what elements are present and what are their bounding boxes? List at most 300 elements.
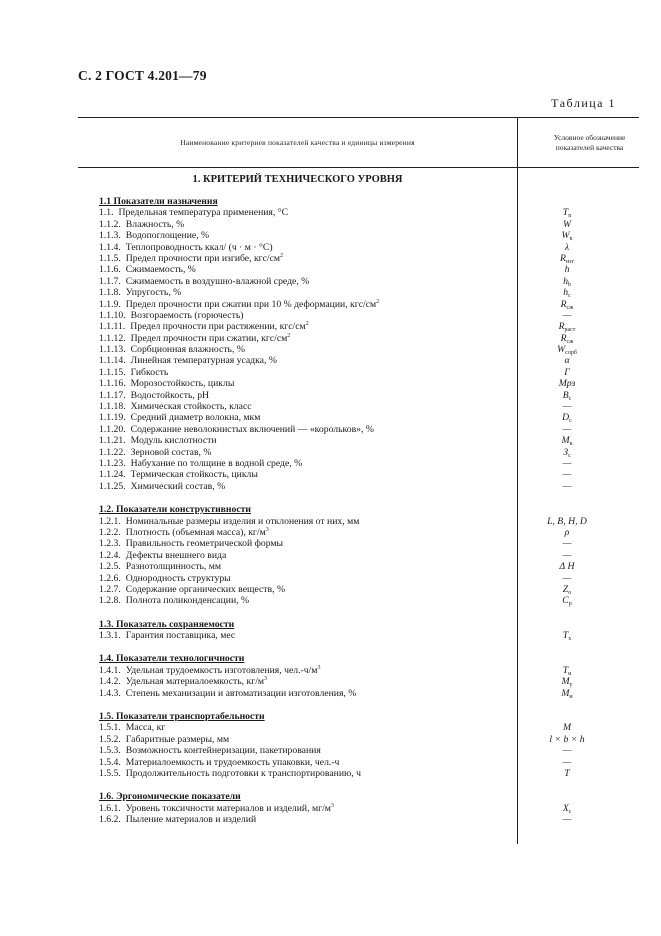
indicator-cell [99,584,517,595]
indicator-cell [99,573,517,584]
table-row [99,367,661,378]
symbol-main: R [560,332,567,344]
indicator-name: Химический состав, % [130,480,226,492]
symbol-subscript: и [569,693,573,700]
indicator-number: 1.5.5. [99,767,121,779]
indicator-cell [99,814,517,825]
indicator-name: Уровень токсичности материалов и изделий, мг/м [125,802,331,814]
table-row [99,321,661,332]
indicator-number: 1.1.15. [99,366,126,378]
symbol-main: M [561,676,570,688]
indicator-name: Сорбционная влажность, % [130,344,245,356]
group-title: 1.1 Показатели назначения [99,196,218,207]
indicator-number: 1.1.21. [99,435,126,447]
indicator-number: 1.2.8. [99,595,121,607]
indicator-number: 1.2.5. [99,561,121,573]
table-row [99,584,661,595]
indicator-number: 1.1.22. [99,446,126,458]
indicator-number: 1.1.4. [99,241,121,253]
indicator-cell [99,481,517,492]
group-title-row [99,504,661,515]
indicator-cell [99,264,517,275]
symbol-subscript: сж [566,338,574,345]
indicator-number: 1.1.19. [99,412,126,424]
symbol-subscript: y [569,682,573,689]
indicator-name: Дефекты внешнего вида [125,549,227,561]
indicator-name: Сжимаемость, % [125,264,196,276]
symbol-cell [517,333,617,344]
indicator-cell [99,207,517,218]
symbol-main: З [563,446,569,458]
table-body [99,196,661,826]
indicator-name: Предел прочности при сжатии, кгс/см [130,332,288,344]
table-row [99,253,661,264]
symbol-main: — [562,756,572,768]
indicator-number: 1.1.3. [99,230,121,242]
indicator-number: 1.6.1. [99,802,121,814]
symbol-main: Δ H [559,561,575,573]
table-row [99,768,661,779]
indicator-number: 1.1.12. [99,332,126,344]
symbol-cell [517,745,617,756]
symbol-cell [517,561,617,572]
indicator-cell [99,287,517,298]
indicator-group [99,711,661,779]
indicator-number: 1.1.9. [99,298,121,310]
indicator-name: Предел прочности при растяжении, кгс/см [130,321,306,333]
symbol-main: — [562,572,572,584]
indicator-name: Водостойкость, рН [130,389,210,401]
symbol-subscript: o [568,589,572,596]
symbol-cell [517,424,617,435]
group-title: 1.4. Показатели технологичности [99,653,245,665]
indicator-cell [99,688,517,699]
column-header-symbol-wrap [518,119,661,167]
indicator-number: 1.1.8. [99,287,121,299]
table-row [99,516,661,527]
table-row [99,573,661,584]
indicator-name: Продолжительность подготовки к транспортированию, ч [125,767,361,779]
indicator-cell [99,299,517,310]
table-row [99,561,661,572]
indicator-cell [99,242,517,253]
symbol-main: T [562,630,569,642]
symbol-subscript: x [568,636,572,643]
indicator-cell [99,722,517,733]
unit-exponent: 3 [265,526,269,533]
symbol-cell [517,219,617,230]
symbol-cell [517,538,617,549]
table-row [99,333,661,344]
symbol-main: T [564,767,570,779]
indicator-group [99,619,661,642]
symbol-main: — [562,423,572,435]
symbol-cell [517,757,617,768]
indicator-number: 1.1.23. [99,457,126,469]
symbol-main: — [562,549,572,561]
indicator-number: 1.2.4. [99,549,121,561]
group-title: 1.3. Показатель сохраняемости [99,618,235,630]
indicator-number: 1.1.13. [99,344,126,356]
indicator-name: Плотность (объемная масса), кг/м [125,526,266,538]
symbol-cell [517,688,617,699]
symbol-cell [517,803,617,814]
indicator-cell [99,230,517,241]
symbol-main: — [562,401,572,413]
table-row [99,688,661,699]
indicator-cell [99,676,517,687]
symbol-main: L, B, H, D [547,515,587,527]
indicator-cell [99,527,517,538]
symbol-cell [517,516,617,527]
symbol-cell [517,630,617,641]
symbol-main: — [562,457,572,469]
indicator-number: 1.2.2. [99,526,121,538]
column-header-criteria: Наименование критериев показателей качества и единицы измерения [180,137,415,147]
table-row [99,299,661,310]
indicator-name: Предел прочности при изгибе, кгс/см [125,252,281,264]
symbol-main: T [562,664,569,676]
indicator-name: Модуль кислотности [130,435,217,447]
table-row [99,287,661,298]
symbol-subscript: c [568,808,572,815]
symbol-main: h [563,287,569,299]
symbol-subscript: сж [566,304,574,311]
symbol-cell [517,378,617,389]
indicator-cell [99,253,517,264]
indicator-name: Водопоглощение, % [125,230,210,242]
symbol-main: R [560,298,567,310]
symbol-cell [517,458,617,469]
indicator-number: 1.1.25. [99,480,126,492]
symbol-main: M [561,435,570,447]
indicator-number: 1.1.14. [99,355,126,367]
symbol-cell [517,321,617,332]
symbol-subscript: к [569,441,573,448]
indicator-name: Степень механизации и автоматизации изготовления, % [125,687,357,699]
section-title: 1. КРИТЕРИЙ ТЕХНИЧЕСКОГО УРОВНЯ [192,174,403,185]
symbol-cell [517,253,617,264]
group-title: 1.6. Эргономические показатели [99,791,241,803]
symbol-main: M [562,722,572,734]
symbol-cell [517,264,617,275]
indicator-number: 1.1.11. [99,321,126,333]
symbol-main: C [562,595,569,607]
indicator-cell [99,378,517,389]
table-row [99,676,661,687]
symbol-main: l × b × h [549,733,585,745]
indicator-name: Однородность структуры [125,572,231,584]
symbol-subscript: раст [564,327,576,334]
indicator-group [99,504,661,607]
indicator-number: 1.1.2. [99,218,121,230]
unit-exponent: 3 [317,664,321,671]
column-header-symbol: Условное обозначение показателей качества [553,132,626,152]
indicator-number: 1.2.7. [99,583,121,595]
indicator-number: 1.5.3. [99,745,121,757]
indicator-cell [99,344,517,355]
symbol-main: — [562,469,572,481]
symbol-main: — [562,309,572,321]
symbol-main: X [562,802,569,814]
indicator-number: 1.1.5. [99,252,121,264]
indicator-cell [99,435,517,446]
symbol-subscript: сорб [565,350,577,357]
indicator-group [99,653,661,699]
symbol-cell [517,310,617,321]
indicator-cell [99,803,517,814]
indicator-number: 1.1.10. [99,309,126,321]
indicator-cell [99,745,517,756]
indicator-name: Предел прочности при сжатии при 10 % деформации, кгс/см [125,298,377,310]
indicator-cell [99,538,517,549]
symbol-cell [517,276,617,287]
indicator-name: Номинальные размеры изделия и отклонения от них, мм [125,515,360,527]
table-row [99,469,661,480]
group-title-row [99,619,661,630]
symbol-cell [517,814,617,825]
indicator-cell [99,424,517,435]
symbol-main: ρ [564,526,570,538]
indicator-number: 1.4.1. [99,664,121,676]
indicator-number: 1.1.16. [99,378,126,390]
group-title-row [99,711,661,722]
symbol-main: — [562,745,572,757]
indicator-name: Упругость, % [125,287,182,299]
symbol-main: D [562,412,570,424]
table-header-rule [78,167,639,168]
table-row [99,550,661,561]
table-row [99,538,661,549]
indicator-name: Возможность контейнеризации, пакетирования [125,745,321,757]
table-row [99,424,661,435]
symbol-main: M [561,687,570,699]
indicator-name: Содержание органических веществ, % [125,583,286,595]
table-row [99,527,661,538]
table-row [99,803,661,814]
symbol-main: B [562,389,569,401]
indicator-number: 1.4.3. [99,687,121,699]
indicator-cell [99,458,517,469]
table-row [99,310,661,321]
table-row [99,722,661,733]
table-row [99,757,661,768]
symbol-main: W [562,218,572,230]
indicator-cell [99,447,517,458]
table-row [99,401,661,412]
symbol-subscript: p [568,601,572,608]
indicator-number: 1.2.3. [99,538,121,550]
indicator-name: Пыление материалов и изделий [125,814,257,826]
table-row [99,458,661,469]
indicator-number: 1.1.6. [99,264,121,276]
indicator-name: Линейная температурная усадка, % [130,355,277,367]
table-row [99,390,661,401]
symbol-cell [517,435,617,446]
indicator-cell [99,469,517,480]
table-row [99,481,661,492]
symbol-main: R [560,252,566,264]
indicator-number: 1.3.1. [99,630,121,642]
table-row [99,595,661,606]
indicator-name: Масса, кг [125,722,166,734]
symbol-cell [517,230,617,241]
indicator-number: 1.6.2. [99,814,121,826]
indicator-number: 1.1. [99,207,114,219]
symbol-subscript: n [569,236,573,243]
indicator-cell [99,768,517,779]
symbol-cell [517,447,617,458]
symbol-main: Г [564,366,570,378]
indicator-name: Влажность, % [125,218,185,230]
indicator-number: 1.1.7. [99,275,121,287]
indicator-number: 1.2.1. [99,515,121,527]
indicator-cell [99,310,517,321]
table-row [99,734,661,745]
unit-exponent: 3 [330,802,334,809]
indicator-cell [99,355,517,366]
symbol-cell [517,299,617,310]
indicator-name: Термическая стойкость, циклы [130,469,258,481]
unit-exponent: 2 [305,321,309,328]
symbol-cell [517,242,617,253]
symbol-cell [517,734,617,745]
symbol-cell [517,768,617,779]
symbol-main: T [562,207,569,219]
symbol-cell [517,550,617,561]
indicator-cell [99,665,517,676]
symbol-main: Мрз [558,378,576,390]
indicator-name: Возгораемость (горючесть) [130,309,244,321]
group-title-row [99,791,661,802]
indicator-number: 1.5.4. [99,756,121,768]
symbol-main: W [557,344,566,356]
indicator-group [99,791,661,825]
indicator-cell [99,757,517,768]
indicator-name: Теплопроводность ккал/ (ч · м · °С) [125,241,273,253]
symbol-cell [517,469,617,480]
group-title-row [99,653,661,664]
table-row [99,355,661,366]
indicator-name: Химическая стойкость, класс [130,401,252,413]
symbol-cell [517,722,617,733]
symbol-main: — [562,538,572,550]
symbol-subscript: изг [565,258,574,265]
unit-exponent: 2 [376,298,380,305]
symbol-cell [517,287,617,298]
indicator-name: Содержание неволокнистых включений — «корольков», % [130,423,374,435]
table-row [99,745,661,756]
table-row [99,230,661,241]
table-row [99,447,661,458]
indicator-name: Удельная трудоемкость изготовления, чел.-ч/м [125,664,318,676]
symbol-subscript: c [569,418,572,425]
indicator-cell [99,333,517,344]
indicator-name: Предельная температура применения, °С [118,207,289,219]
table-row [99,219,661,230]
symbol-cell [517,676,617,687]
page-header: С. 2 ГОСТ 4.201—79 [78,68,207,83]
symbol-subscript: b [567,281,571,288]
symbol-subscript: c [568,293,571,300]
table-row [99,344,661,355]
indicator-name: Гибкость [130,366,169,378]
unit-exponent: 3 [264,676,268,683]
indicator-cell [99,630,517,641]
indicator-cell [99,561,517,572]
symbol-cell [517,527,617,538]
symbol-cell [517,665,617,676]
symbol-subscript: c [568,452,571,459]
indicator-cell [99,367,517,378]
symbol-main: h [564,264,570,276]
symbol-cell [517,390,617,401]
indicator-number: 1.2.6. [99,572,121,584]
indicator-name: Сжимаемость в воздушно-влажной среде, % [125,275,310,287]
indicator-number: 1.1.18. [99,401,126,413]
indicator-name: Материалоемкость и трудоемкость упаковки, чел.-ч [125,756,340,768]
table-row [99,207,661,218]
symbol-subscript: n [568,213,572,220]
unit-exponent: 2 [280,252,284,259]
indicator-cell [99,516,517,527]
symbol-cell [517,355,617,366]
indicator-name: Зерновой состав, % [130,446,212,458]
unit-exponent: 2 [287,332,291,339]
table-row [99,630,661,641]
symbol-cell [517,573,617,584]
table-row [99,264,661,275]
table-row [99,242,661,253]
symbol-cell [517,207,617,218]
symbol-main: h [563,275,568,287]
indicator-name: Правильность геометрической формы [125,538,284,550]
indicator-cell [99,276,517,287]
indicator-name: Удельная материалоемкость, кг/м [125,676,265,688]
symbol-main: α [564,355,570,367]
symbol-main: — [562,480,572,492]
indicator-cell [99,390,517,401]
symbol-cell [517,584,617,595]
indicator-cell [99,321,517,332]
indicator-name: Габаритные размеры, мм [125,733,230,745]
indicator-cell [99,219,517,230]
symbol-main: W [561,230,570,242]
indicator-number: 1.1.17. [99,389,126,401]
indicator-cell [99,595,517,606]
symbol-main: Z [562,583,569,595]
symbol-cell [517,401,617,412]
indicator-cell [99,734,517,745]
indicator-name: Гарантия поставщика, мес [125,630,236,642]
indicator-cell [99,412,517,423]
symbol-subscript: c [568,395,572,402]
indicator-cell [99,550,517,561]
table-row [99,665,661,676]
group-title: 1.5. Показатели транспортабельности [99,711,265,723]
symbol-cell [517,344,617,355]
symbol-cell [517,367,617,378]
symbol-cell [517,412,617,423]
symbol-cell [517,481,617,492]
table-row [99,435,661,446]
indicator-name: Средний диаметр волокна, мкм [130,412,261,424]
indicator-name: Морозостойкость, циклы [130,378,235,390]
indicator-number: 1.5.2. [99,733,121,745]
table-label: Таблица 1 [551,96,616,110]
indicator-number: 1.4.2. [99,676,121,688]
indicator-number: 1.1.24. [99,469,126,481]
